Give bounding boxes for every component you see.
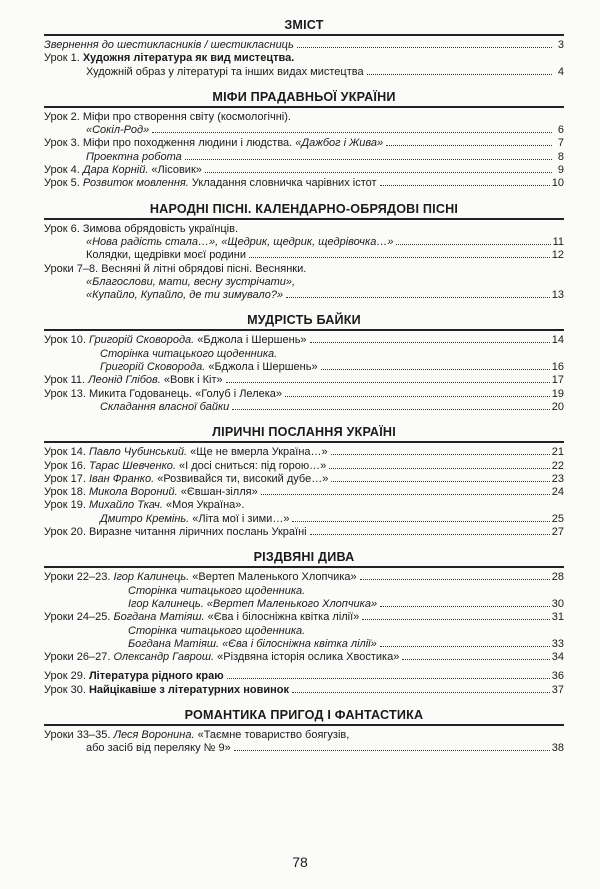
dot-leader <box>261 494 550 495</box>
toc-entry <box>44 223 564 236</box>
entry-title <box>44 571 357 584</box>
entry-page: 7 <box>557 137 564 150</box>
entry-title <box>86 151 182 164</box>
dot-leader <box>331 454 550 455</box>
entry-page: 20 <box>551 400 564 413</box>
entry-title <box>44 670 224 683</box>
entry-page: 37 <box>551 683 564 696</box>
entry-text: Урок 20. Виразне читання ліричних послань Україні <box>44 526 307 539</box>
section-heading: НАРОДНІ ПІСНІ. КАЛЕНДАРНО-ОБРЯДОВІ ПІСНІ <box>149 201 459 216</box>
dot-leader <box>232 409 549 410</box>
dot-leader <box>360 579 550 580</box>
dot-leader <box>362 619 549 620</box>
entry-text: Урок 11. <box>44 374 89 387</box>
entry-text: Сторінка читацького щоденника. <box>128 624 306 637</box>
entry-title <box>86 66 364 79</box>
entry-page: 11 <box>552 235 564 248</box>
dot-leader <box>380 646 550 647</box>
entry-page: 30 <box>551 597 564 610</box>
toc-entry <box>44 598 564 611</box>
table-of-contents <box>44 18 564 756</box>
entry-text: «Сокіл-Род» <box>86 124 150 137</box>
dot-leader <box>205 172 552 173</box>
entry-page: 31 <box>551 611 564 624</box>
toc-entry <box>44 499 564 512</box>
toc-entry <box>44 670 564 683</box>
entry-text: Урок 16. <box>44 459 89 472</box>
entry-text: Уроки 7–8. Весняні й літні обрядові пісні. Веснянки. <box>44 262 307 275</box>
dot-leader <box>234 750 550 751</box>
entry-text: Складання власної байки <box>100 400 230 413</box>
entry-page: 14 <box>551 334 564 347</box>
entry-text: Література рідного краю <box>88 670 224 683</box>
dot-leader <box>310 342 550 343</box>
entry-title <box>128 585 305 597</box>
entry-title <box>44 263 306 275</box>
entry-text: «Таємне товариство боягузів, <box>194 728 350 741</box>
entry-text: Найцікавіше з літературних новинок <box>88 683 289 696</box>
entry-page: 12 <box>551 249 564 262</box>
entry-text: Урок 10. <box>44 334 89 347</box>
dot-leader <box>310 534 550 535</box>
entry-text: Олександр Гаврош. <box>113 651 215 664</box>
entry-title <box>100 361 318 374</box>
entry-text: Григорій Сковорода. <box>88 334 195 347</box>
entry-title <box>86 289 283 302</box>
dot-leader <box>249 257 550 258</box>
dot-leader <box>321 369 550 370</box>
dot-leader <box>152 132 552 133</box>
dot-leader <box>226 382 550 383</box>
entry-title <box>100 513 289 526</box>
entry-text: Михайло Ткач. <box>88 499 163 512</box>
entry-text: Урок 17. <box>44 472 89 485</box>
toc-entry <box>44 236 564 249</box>
toc-entry <box>44 611 564 624</box>
entry-title <box>44 177 377 190</box>
entry-text: Дара Корній. <box>82 164 149 177</box>
section-divider <box>44 724 564 726</box>
toc-entry <box>44 374 564 387</box>
entry-text: Григорій Сковорода. <box>100 361 206 374</box>
toc-entry <box>44 276 564 289</box>
dot-leader <box>286 297 550 298</box>
entry-text: Урок 30. <box>44 683 89 696</box>
entry-text: Дмитро Кремінь. <box>100 512 190 525</box>
toc-entry <box>44 124 564 137</box>
entry-text: «Купайло, Купайло, де ти зимувало?» <box>86 289 284 302</box>
toc-entry <box>44 111 564 124</box>
section-heading: ЗМІСТ <box>284 18 324 32</box>
entry-title <box>100 348 277 360</box>
toc-entry <box>44 742 564 755</box>
entry-text: «Дажбог і Жива» <box>295 137 384 150</box>
toc-entry <box>44 361 564 374</box>
dot-leader <box>227 678 550 679</box>
entry-title <box>44 334 307 347</box>
entry-text: «Літа мої і зими…» <box>189 512 290 525</box>
toc-entry <box>44 52 564 65</box>
toc-entry <box>44 473 564 486</box>
entry-text: Урок 19. <box>44 499 89 512</box>
dot-leader <box>292 521 549 522</box>
entry-title <box>100 401 229 414</box>
entry-page: 9 <box>557 164 564 177</box>
toc-entry <box>44 446 564 459</box>
entry-title <box>44 137 383 150</box>
entry-text: Леся Воронина. <box>113 728 195 741</box>
toc-entry <box>44 388 564 401</box>
dot-leader <box>380 185 550 186</box>
dot-leader <box>396 244 550 245</box>
entry-title <box>44 223 238 235</box>
entry-text: Павло Чубинський. <box>88 446 188 459</box>
entry-page: 34 <box>551 651 564 664</box>
entry-text: Урок 3. Міфи про походження людини і людства. <box>44 137 296 150</box>
entry-text: Укладання словничка чарівних істот <box>188 177 377 190</box>
toc-entry <box>44 39 564 52</box>
toc-entry <box>44 460 564 473</box>
entry-page: 10 <box>551 177 564 190</box>
entry-title <box>86 742 231 755</box>
dot-leader <box>185 159 552 160</box>
entry-title <box>44 111 291 123</box>
entry-page: 21 <box>551 446 564 459</box>
dot-leader <box>297 47 552 48</box>
section-heading: РІЗДВЯНІ ДИВА <box>253 550 355 565</box>
entry-page: 8 <box>557 150 564 163</box>
entry-text: Тарас Шевченко. <box>88 459 176 472</box>
entry-title <box>128 598 377 611</box>
entry-title <box>44 526 307 539</box>
entry-text: Сторінка читацького щоденника. <box>100 347 278 360</box>
entry-title <box>86 249 246 262</box>
entry-page: 17 <box>551 374 564 387</box>
entry-title <box>44 446 328 459</box>
entry-text: «Благослови, мати, весну зустрічати», <box>86 275 296 288</box>
toc-entry <box>44 249 564 262</box>
entry-text: Урок 6. Зимова обрядовість українців. <box>44 222 239 235</box>
toc-entry <box>44 486 564 499</box>
entry-title <box>44 473 328 486</box>
entry-page: 16 <box>551 361 564 374</box>
entry-text: Колядки, щедрівки моєї родини <box>86 249 246 262</box>
entry-text: Ігор Калинець. <box>113 571 190 584</box>
dot-leader <box>367 74 552 75</box>
toc-entry <box>44 151 564 164</box>
entry-text: Урок 2. Міфи про створення світу (космологічні). <box>44 110 291 123</box>
entry-page: 4 <box>557 65 564 78</box>
entry-page: 23 <box>551 472 564 485</box>
entry-text: Уроки 26–27. <box>44 651 114 664</box>
entry-page: 3 <box>557 39 564 51</box>
toc-entry <box>44 66 564 79</box>
entry-text: Художній образ у літературі та інших видах мистецтва <box>86 65 364 78</box>
entry-text: «Розвивайся ти, високий дубе…» <box>154 472 329 485</box>
section-heading: РОМАНТИКА ПРИГОД І ФАНТАСТИКА <box>184 707 424 722</box>
toc-entry <box>44 513 564 526</box>
entry-page: 25 <box>551 512 564 525</box>
entry-page: 22 <box>551 459 564 472</box>
entry-text: Богдана Матіяш. «Єва і білосніжна квітка лілії» <box>128 637 377 650</box>
entry-page: 19 <box>551 387 564 400</box>
toc-entry <box>44 729 564 742</box>
entry-text: або засіб від переляку № 9» <box>86 742 231 755</box>
entry-text: Проектна робота <box>86 150 182 163</box>
entry-text: Ігор Калинець. «Вертеп Маленького Хлопчика» <box>128 597 378 610</box>
toc-entry <box>44 571 564 584</box>
entry-page: 13 <box>551 289 564 302</box>
entry-text: Уроки 24–25. <box>44 611 114 624</box>
entry-text: «Нова радість стала…», «Щедрик, щедрик, щедрівочка…» <box>86 235 394 248</box>
toc-entry <box>44 401 564 414</box>
entry-text: Звернення до шестикласників / шестикласниць <box>44 39 294 51</box>
entry-title <box>44 39 294 52</box>
toc-entry <box>44 651 564 664</box>
entry-text: «Ще не вмерла Україна…» <box>187 446 328 459</box>
entry-page: 33 <box>551 637 564 650</box>
toc-entry <box>44 684 564 697</box>
entry-title <box>128 638 377 651</box>
entry-text: Леонід Глібов. <box>88 374 161 387</box>
entry-title <box>44 52 294 64</box>
entry-text: Урок 4. <box>44 164 83 177</box>
entry-text: Урок 13. Микита Годованець. «Голуб і Лелека» <box>44 387 283 400</box>
entry-text: Урок 1. <box>44 52 83 65</box>
entry-page: 38 <box>551 742 564 755</box>
entry-text: «І досі сниться: під горою…» <box>175 459 327 472</box>
entry-text: Іван Франко. <box>88 472 155 485</box>
section-divider <box>44 329 564 331</box>
entry-title <box>44 611 359 624</box>
entry-text: «Різдвяна історія ослика Хвостика» <box>214 651 400 664</box>
entry-text: Розвиток мовлення. <box>82 177 189 190</box>
entry-title <box>44 164 202 177</box>
dot-leader <box>285 396 550 397</box>
entry-page: 24 <box>551 486 564 499</box>
entry-title <box>86 236 393 249</box>
toc-entry <box>44 263 564 276</box>
dot-leader <box>386 145 552 146</box>
toc-entry <box>44 585 564 598</box>
entry-text: Уроки 33–35. <box>44 728 114 741</box>
entry-text: Уроки 22–23. <box>44 571 114 584</box>
entry-text: «Єва і білосніжна квітка лілії» <box>204 611 360 624</box>
section-divider <box>44 566 564 568</box>
entry-page: 27 <box>551 526 564 539</box>
dot-leader <box>292 692 550 693</box>
section-heading: МУДРІСТЬ БАЙКИ <box>247 313 361 328</box>
entry-title <box>44 460 326 473</box>
toc-entry <box>44 526 564 539</box>
entry-text: Художня література як вид мистецтва. <box>82 52 295 65</box>
toc-entry <box>44 289 564 302</box>
dot-leader <box>331 481 549 482</box>
entry-title <box>128 625 305 637</box>
toc-entry <box>44 177 564 190</box>
section-divider <box>44 34 564 36</box>
section-divider <box>44 106 564 108</box>
entry-title <box>86 276 295 288</box>
entry-title <box>44 729 349 741</box>
entry-text: «Моя Україна». <box>162 499 245 512</box>
entry-text: «Лісовик» <box>148 164 202 177</box>
entry-text: «Євшан-зілля» <box>177 486 258 499</box>
entry-text: «Вертеп Маленького Хлопчика» <box>189 571 357 584</box>
entry-title <box>44 388 282 401</box>
section-heading: ЛІРИЧНІ ПОСЛАННЯ УКРАЇНІ <box>212 425 396 440</box>
entry-text: «Бджола і Шершень» <box>194 334 307 347</box>
entry-title <box>44 486 258 499</box>
entry-page: 28 <box>551 571 564 584</box>
entry-title <box>86 124 149 137</box>
toc-entry <box>44 625 564 638</box>
toc-entry <box>44 334 564 347</box>
toc-entry <box>44 638 564 651</box>
toc-entry <box>44 164 564 177</box>
entry-page: 6 <box>557 124 564 137</box>
entry-title <box>44 499 244 511</box>
section-divider <box>44 441 564 443</box>
entry-title <box>44 651 399 664</box>
section-divider <box>44 218 564 220</box>
entry-text: Богдана Матіяш. <box>113 611 205 624</box>
toc-entry <box>44 348 564 361</box>
entry-text: Урок 29. <box>44 670 89 683</box>
entry-text: Сторінка читацького щоденника. <box>128 584 306 597</box>
entry-page: 36 <box>551 670 564 683</box>
entry-text: Микола Вороний. <box>88 486 178 499</box>
entry-text: Урок 14. <box>44 446 89 459</box>
section-heading: МІФИ ПРАДАВНЬОЇ УКРАЇНИ <box>212 89 396 104</box>
entry-title <box>44 684 289 697</box>
entry-text: «Вовк і Кіт» <box>160 374 223 387</box>
entry-title <box>44 374 223 387</box>
toc-entry <box>44 137 564 150</box>
dot-leader <box>402 659 549 660</box>
dot-leader <box>329 468 550 469</box>
entry-text: Урок 5. <box>44 177 83 190</box>
entry-text: «Бджола і Шершень» <box>205 361 318 374</box>
page-number: 78 <box>292 854 308 870</box>
entry-text: Урок 18. <box>44 486 89 499</box>
dot-leader <box>380 606 550 607</box>
